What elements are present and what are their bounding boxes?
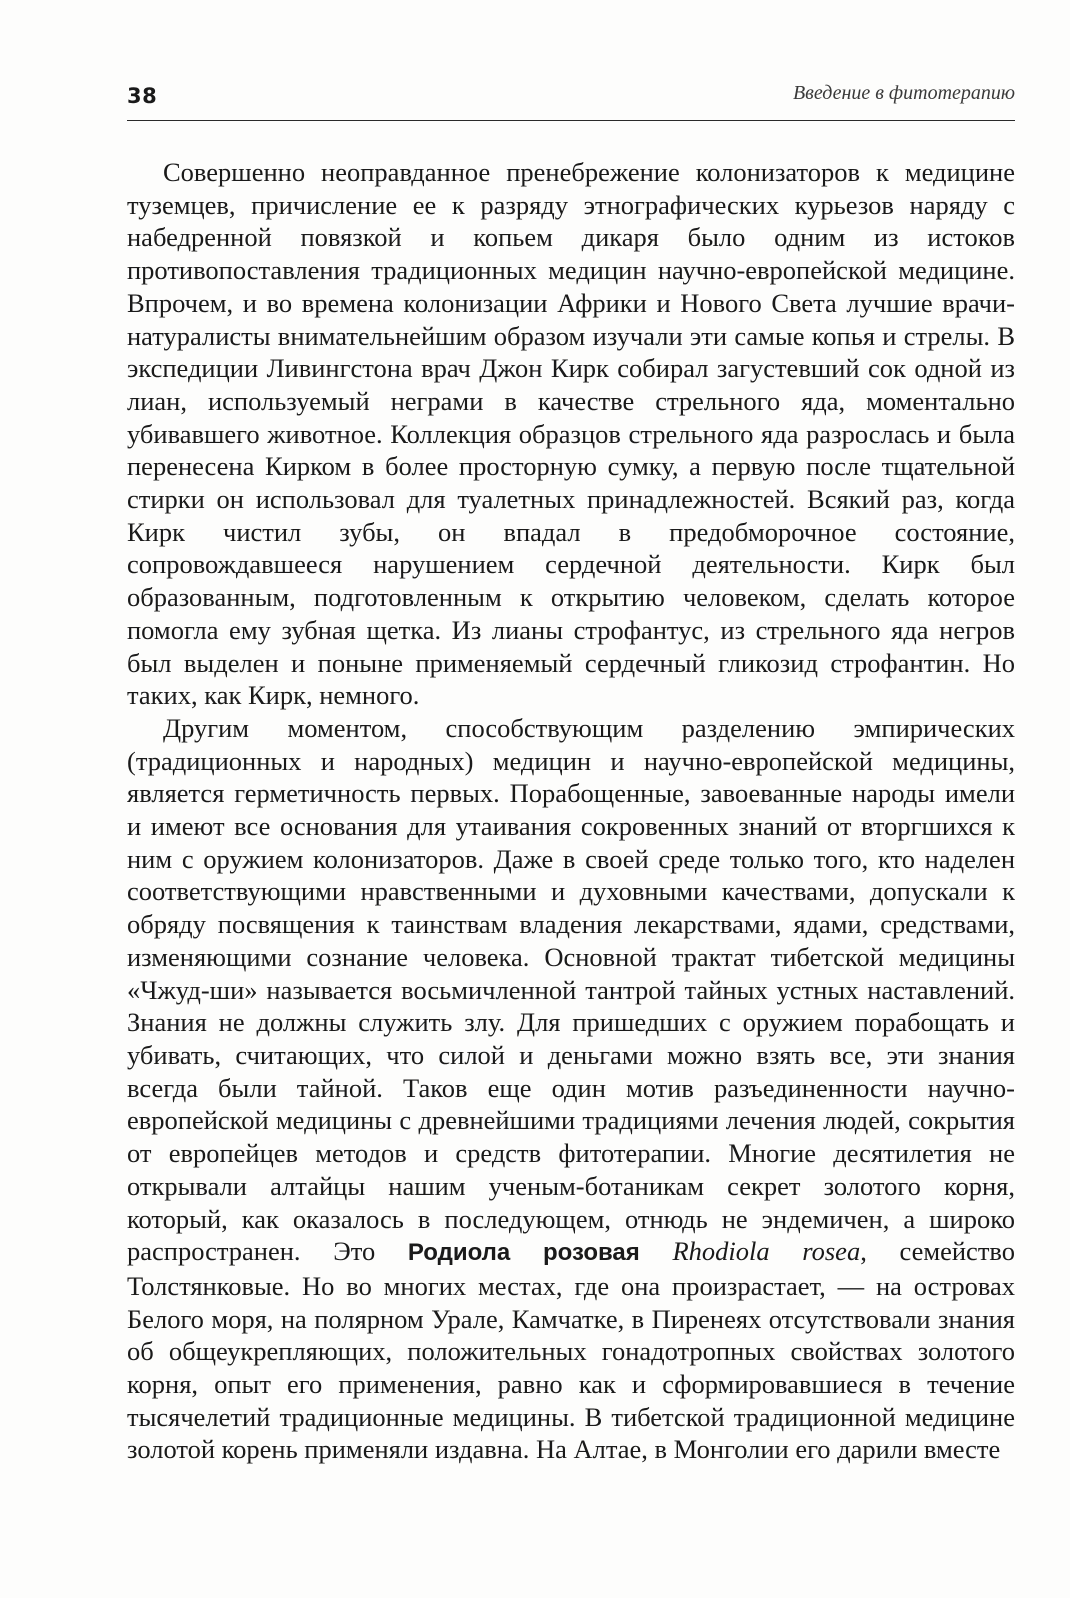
paragraph-2-text-before: Другим моментом, способствующим разделению эмпирических (традиционных и народных) медицин и научно-европейской медицины, является герметичность первых. Порабощенные, завоеванные народы имели и имеют все основания для утаивания сокровенных знаний от вторгшихся к ним с оружием колонизаторов. Даже в своей среде только того, кто наделен соответствующими нравственными и духовными качествами, допускали к обряду посвящения к таинствам владения лекарствами, ядами, средствами, изменяющими сознание человека. Основной трактат тибетской медицины «Чжуд-ши» называется восьмичленной тантрой тайных устных наставлений. Знания не должны служить злу. Для пришедших с оружием порабощать и убивать, считающих, что силой и деньгами можно взять все, эти знания всегда были тайной. Таков еще один мотив разъединенности научно-европейской медицины с древнейшими традициями лечения людей, сокрытия от европейцев методов и средств фитотерапии. Многие десятилетия не открывали алтайцы нашим ученым-ботаникам секрет золотого корня, который, как оказалось в последующем, отнюдь не эндемичен, а широко распространен. Это [127, 712, 1015, 1267]
body-text [127, 156, 1015, 1466]
paragraph-2-text-after: , семейство Толстянковые. Но во многих местах, где она произрастает, — на островах Белого моря, на полярном Урале, Камчатке, в Пиренеях отсутствовали знания об общеукрепляющих, положительных гонадотропных свойствах золотого корня, опыт его применения, равно как и сформировавшиеся в течение тысячелетий традиционные медицины. В тибетской традиционной медицине золотой корень применяли издавна. На Алтае, в Монголии его дарили вместе [127, 1236, 1015, 1465]
paragraph-2 [127, 712, 1015, 1466]
section-title: Введение в фитотерапию [792, 82, 1015, 104]
paragraph-1: Совершенно неоправданное пренебрежение колонизаторов к медицине туземцев, причисление ее к разряду этнографических курьезов наряду с набедренной повязкой и копьем дикаря было одним из истоков противопоставления традиционных медицин научно-европейской медицине. Впрочем, и во времена колонизации Африки и Нового Света лучшие врачи-натуралисты внимательнейшим образом изучали эти самые копья и стрелы. В экспедиции Ливингстона врач Джон Кирк собирал загустевший сок одной из лиан, используемый неграми в качестве стрельного яда, моментально убивавшего животное. Коллекция образцов стрельного яда разрослась и была перенесена Кирком в более просторную сумку, а первую после тщательной стирки он использовал для туалетных принадлежностей. Всякий раз, когда Кирк чистил зубы, он впадал в предобморочное состояние, сопровождавшееся нарушением сердечной деятельности. Кирк был образованным, подготовленным к открытию человеком, сделать которое помогла ему зубная щетка. Из лианы строфантус, из стрельного яда негров был выделен и поныне применяемый сердечный гликозид строфантин. Но таких, как Кирк, немного. [127, 157, 1015, 711]
plant-name-bold: Родиола розовая [407, 1239, 640, 1267]
page-number: 38 [127, 84, 158, 108]
running-head [127, 76, 1015, 121]
latin-name-italic: Rhodiola rosea [672, 1236, 861, 1267]
